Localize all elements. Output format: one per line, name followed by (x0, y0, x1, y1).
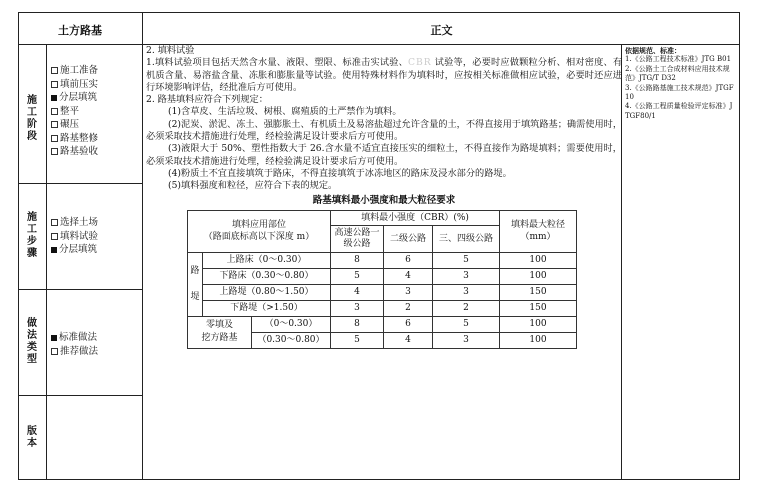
embankment-group-cell (188, 252, 203, 316)
step-options (51, 216, 98, 257)
option-label: 填料试验 (60, 230, 99, 242)
value-cell: 4 (384, 268, 433, 284)
divider-step-method (18, 289, 143, 290)
table-row (188, 252, 577, 268)
stage-option-accept[interactable] (51, 145, 98, 159)
option-label: 分层填筑 (59, 244, 98, 255)
part-cell: （0～0.30） (252, 316, 331, 332)
option-label: 分层填筑 (59, 92, 98, 103)
part-cell: 下路床（0.30～0.80） (203, 268, 331, 284)
part-cell: 下路堤（>1.50） (203, 300, 331, 316)
part-cell: 上路床（0～0.30） (203, 252, 331, 268)
value-cell: 6 (384, 316, 433, 332)
option-label: 标准做法 (59, 332, 98, 343)
value-cell: 5 (331, 268, 384, 284)
version-label: 版本 (27, 426, 37, 449)
part-cell: （0.30～0.80） (252, 332, 331, 348)
rule-item-5: (5)填料强度和粒径，应符合下表的规定。 (168, 180, 338, 192)
value-cell: 5 (331, 332, 384, 348)
cbr-text: CBR (407, 57, 432, 69)
stage-options (51, 64, 98, 159)
paragraph-text: 试验等，必要时应做颗粒分析、相对密度、有机质含量、易溶盐含量、冻胀和膨胀量等试验。使用特殊材料作为填料时，应按相关标准做相应试验，必要时还应进行环境影响评估，经批准后方可使用。 (146, 57, 623, 93)
option-label: 碾压 (60, 119, 80, 130)
checkbox-icon[interactable] (51, 121, 58, 128)
value-cell: 4 (384, 332, 433, 348)
header-left-title: 土方路基 (58, 24, 102, 37)
method-option-standard[interactable] (51, 331, 98, 345)
value-cell: 6 (384, 252, 433, 268)
rule-item-4: (4)粉质土不宜直接填筑于路床，不得直接填筑于冰冻地区的路床及浸水部分的路堤。 (168, 167, 512, 179)
reference-item: 3.《公路路基施工技术规范》JTGF10 (625, 83, 734, 102)
stage-option-level[interactable] (51, 105, 98, 119)
checkbox-checked-icon[interactable] (51, 335, 57, 341)
option-label: 整平 (60, 105, 80, 117)
header-text: 填料应用部位 (231, 220, 286, 231)
checkbox-icon[interactable] (51, 348, 58, 355)
option-label: 填前压实 (60, 78, 99, 90)
main-content (146, 45, 622, 349)
step-label: 施工步骤 (27, 212, 37, 259)
group-text: 零填及 (205, 320, 233, 331)
stage-option-layered-fill[interactable] (51, 91, 98, 105)
value-cell: 5 (433, 252, 500, 268)
checkbox-icon[interactable] (51, 135, 58, 142)
checkbox-icon[interactable] (51, 67, 58, 74)
section-heading: 2. 填料试验 (146, 45, 195, 56)
header-highway-cell: 高速公路一级公路 (331, 225, 384, 252)
paragraph-test-items (146, 57, 622, 94)
header-part-cell (188, 210, 331, 252)
method-option-recommended[interactable] (51, 345, 98, 359)
checkbox-icon[interactable] (51, 148, 58, 155)
group-text: 路 (190, 266, 200, 277)
rule-item-1: (1)含草皮、生活垃圾、树根、腐殖质的土严禁作为填料。 (168, 106, 402, 118)
step-option-fill-test[interactable] (51, 230, 98, 244)
method-label: 做法类型 (27, 318, 37, 365)
header-text: 填料最大粒径 (510, 220, 565, 231)
divider-sidebar-main (142, 12, 143, 480)
references-title: 依据规范、标准： (625, 46, 681, 55)
divider-stage-step (18, 183, 143, 184)
header-class34-cell: 三、四级公路 (433, 225, 500, 252)
reference-item: 1.《公路工程技术标准》JTG B01 (625, 55, 732, 64)
value-cell: 8 (331, 316, 384, 332)
header-text: （路面底标高以下深度 m） (203, 232, 315, 243)
group-text: 堤 (190, 292, 200, 303)
method-options (51, 331, 98, 358)
value-cell: 100 (500, 252, 577, 268)
value-cell: 8 (331, 252, 384, 268)
table-row (188, 300, 577, 316)
rule-item-2: (2)泥炭、淤泥、冻土、强膨胀土、有机质土及易溶盐超过允许含量的土，不得直接用于填筑路基；确需使用时，必须采取技术措施进行处理，经检验满足设计要求后方可使用。 (146, 118, 623, 143)
header-cbr-cell: 填料最小强度（CBR）(%) (331, 210, 500, 225)
value-cell: 5 (433, 316, 500, 332)
table-row (188, 284, 577, 300)
table-title: 路基填料最小强度和最大粒径要求 (312, 194, 456, 206)
rule-item-3: (3)液限大于 50%、塑性指数大于 26.含水量不适宜直接压实的细粒土，不得直接作为路堤填料；需要使用时，必须采取技术措施进行处理，经检验满足设计要求后方可使用。 (146, 143, 622, 167)
checkbox-icon[interactable] (51, 81, 58, 88)
fill-requirements-table (187, 210, 577, 349)
checkbox-checked-icon[interactable] (51, 95, 57, 101)
value-cell: 150 (500, 284, 577, 300)
value-cell: 2 (384, 300, 433, 316)
paragraph-text: 1.填料试验项目包括天然含水量、液限、塑限、标准击实试验、 (146, 57, 408, 69)
header-size-cell (500, 210, 577, 252)
stage-option-trim[interactable] (51, 132, 98, 146)
checkbox-icon[interactable] (51, 233, 58, 240)
value-cell: 150 (500, 300, 577, 316)
step-option-select-pit[interactable] (51, 216, 98, 230)
header-center-title: 正文 (430, 24, 453, 37)
group-text: 挖方路基 (201, 333, 238, 344)
value-cell: 3 (331, 300, 384, 316)
option-label: 路基验收 (60, 146, 99, 157)
value-cell: 3 (433, 268, 500, 284)
part-cell: 上路堤（0.80～1.50） (203, 284, 331, 300)
value-cell: 100 (500, 316, 577, 332)
value-cell: 3 (384, 284, 433, 300)
stage-option-precompact[interactable] (51, 78, 98, 92)
option-label: 推荐做法 (60, 345, 99, 357)
header-class2-cell: 二级公路 (384, 225, 433, 252)
paragraph-rules: 2. 路基填料应符合下列规定： (146, 94, 268, 106)
reference-item: 2.《公路土工合成材料应用技术规范》JTG/T D32 (625, 64, 730, 83)
checkbox-icon[interactable] (51, 108, 58, 115)
table-row (188, 316, 577, 332)
cut-fill-group-cell (188, 316, 252, 348)
stage-label: 施工阶段 (27, 95, 37, 142)
reference-item: 4.《公路工程质量检验评定标准》JTGF80/1 (625, 102, 733, 120)
value-cell: 100 (500, 268, 577, 284)
header-text: （mm） (520, 232, 556, 243)
stage-option-prep[interactable] (51, 64, 98, 78)
option-label: 施工准备 (60, 65, 99, 76)
references-panel (625, 46, 735, 121)
value-cell: 3 (433, 332, 500, 348)
stage-option-roll[interactable] (51, 118, 98, 132)
value-cell: 4 (331, 284, 384, 300)
step-option-layered-fill[interactable] (51, 243, 98, 257)
table-row (188, 268, 577, 284)
checkbox-checked-icon[interactable] (51, 247, 57, 253)
divider-method-version (18, 395, 143, 396)
divider-label-column (46, 45, 47, 480)
option-label: 选择土场 (60, 217, 99, 228)
option-label: 路基整修 (60, 132, 99, 144)
value-cell: 2 (433, 300, 500, 316)
value-cell: 3 (433, 284, 500, 300)
value-cell: 100 (500, 332, 577, 348)
checkbox-icon[interactable] (51, 219, 58, 226)
